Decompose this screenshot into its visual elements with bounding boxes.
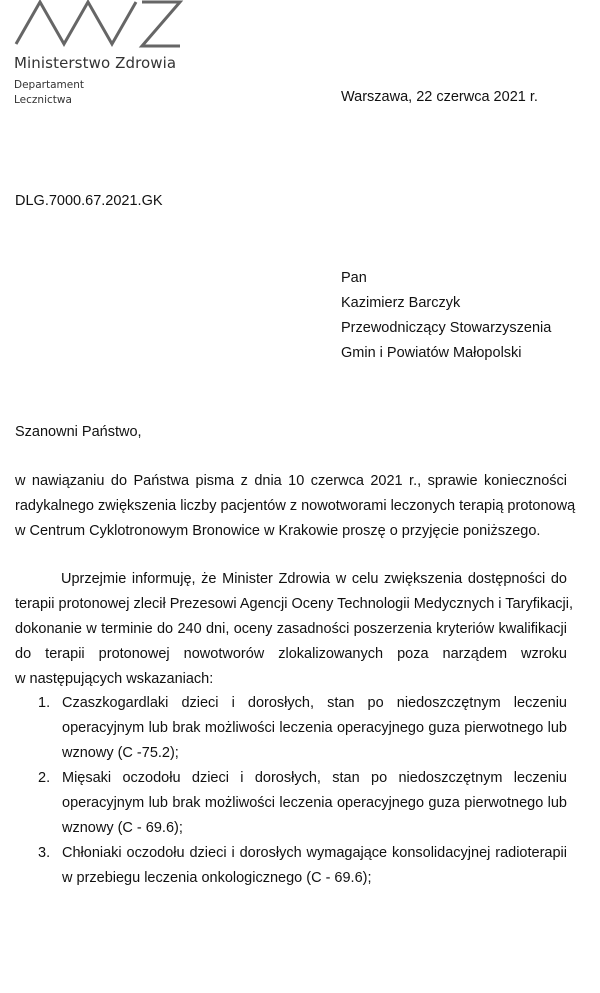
list-item-number: 2. bbox=[38, 770, 51, 786]
list-item bbox=[15, 841, 567, 891]
paragraph-line: w nawiązaniu do Państwa pisma z dnia 10 czerwca 2021 r., sprawie konieczności bbox=[15, 473, 567, 489]
department-line: Departament bbox=[14, 79, 84, 91]
place-and-date: Warszawa, 22 czerwca 2021 r. bbox=[341, 89, 538, 105]
list-item-number: 3. bbox=[38, 845, 51, 861]
list-item-line: Chłoniaki oczodołu dzieci i dorosłych wymagające konsolidacyjnej radioterapii bbox=[62, 845, 567, 861]
paragraph-line: Uprzejmie informuję, że Minister Zdrowia w celu zwiększenia dostępności do bbox=[61, 571, 567, 587]
list-item-line: Mięsaki oczodołu dzieci i dorosłych, stan po niedoszczętnym leczeniu bbox=[62, 770, 567, 786]
logo-mark-icon bbox=[14, 0, 184, 50]
indications-list bbox=[15, 691, 567, 891]
addressee-line: Kazimierz Barczyk bbox=[341, 295, 461, 311]
salutation: Szanowni Państwo, bbox=[15, 424, 142, 440]
list-item-number: 1. bbox=[38, 695, 51, 711]
addressee-line: Gmin i Powiatów Małopolski bbox=[341, 345, 522, 361]
list-item-line: wznowy (C - 69.6); bbox=[62, 820, 183, 836]
addressee-line: Pan bbox=[341, 270, 367, 286]
list-item-line: operacyjnym lub brak możliwości leczenia operacyjnego guza pierwotnego lub bbox=[62, 795, 567, 811]
ministry-name: Ministerstwo Zdrowia bbox=[14, 54, 177, 72]
department-line: Lecznictwa bbox=[14, 94, 72, 106]
addressee-block bbox=[341, 266, 551, 366]
paragraph-line: terapii protonowej zlecił Prezesowi Agencji Oceny Technologii Medycznych i Taryfikacji, bbox=[15, 596, 573, 612]
paragraph-intro bbox=[15, 469, 576, 544]
paragraph-line: w następujących wskazaniach: bbox=[15, 671, 214, 687]
paragraph-line: dokonanie w terminie do 240 dni, oceny zasadności poszerzenia kryteriów kwalifikacji bbox=[15, 621, 567, 637]
list-item bbox=[15, 766, 567, 841]
list-item-line: wznowy (C -75.2); bbox=[62, 745, 179, 761]
case-reference: DLG.7000.67.2021.GK bbox=[15, 193, 163, 209]
list-item-line: operacyjnym lub brak możliwości leczenia operacyjnego guza pierwotnego lub bbox=[62, 720, 567, 736]
paragraph-information bbox=[15, 567, 573, 692]
list-item bbox=[15, 691, 567, 766]
addressee-line: Przewodniczący Stowarzyszenia bbox=[341, 320, 552, 336]
paragraph-line: radykalnego zwiększenia liczby pacjentów z nowotworami leczonych terapią protonową bbox=[15, 498, 576, 514]
ministerstwo-zdrowia-logo bbox=[14, 0, 184, 50]
list-item-line: Czaszkogardlaki dzieci i dorosłych, stan po niedoszczętnym leczeniu bbox=[62, 695, 567, 711]
paragraph-line: do terapii protonowej nowotworów zlokalizowanych poza narządem wzroku bbox=[15, 646, 567, 662]
list-item-line: w przebiegu leczenia onkologicznego (C - 69.6); bbox=[62, 870, 372, 886]
paragraph-line: w Centrum Cyklotronowym Bronowice w Krakowie proszę o przyjęcie poniższego. bbox=[15, 523, 541, 539]
department-name bbox=[14, 78, 84, 108]
